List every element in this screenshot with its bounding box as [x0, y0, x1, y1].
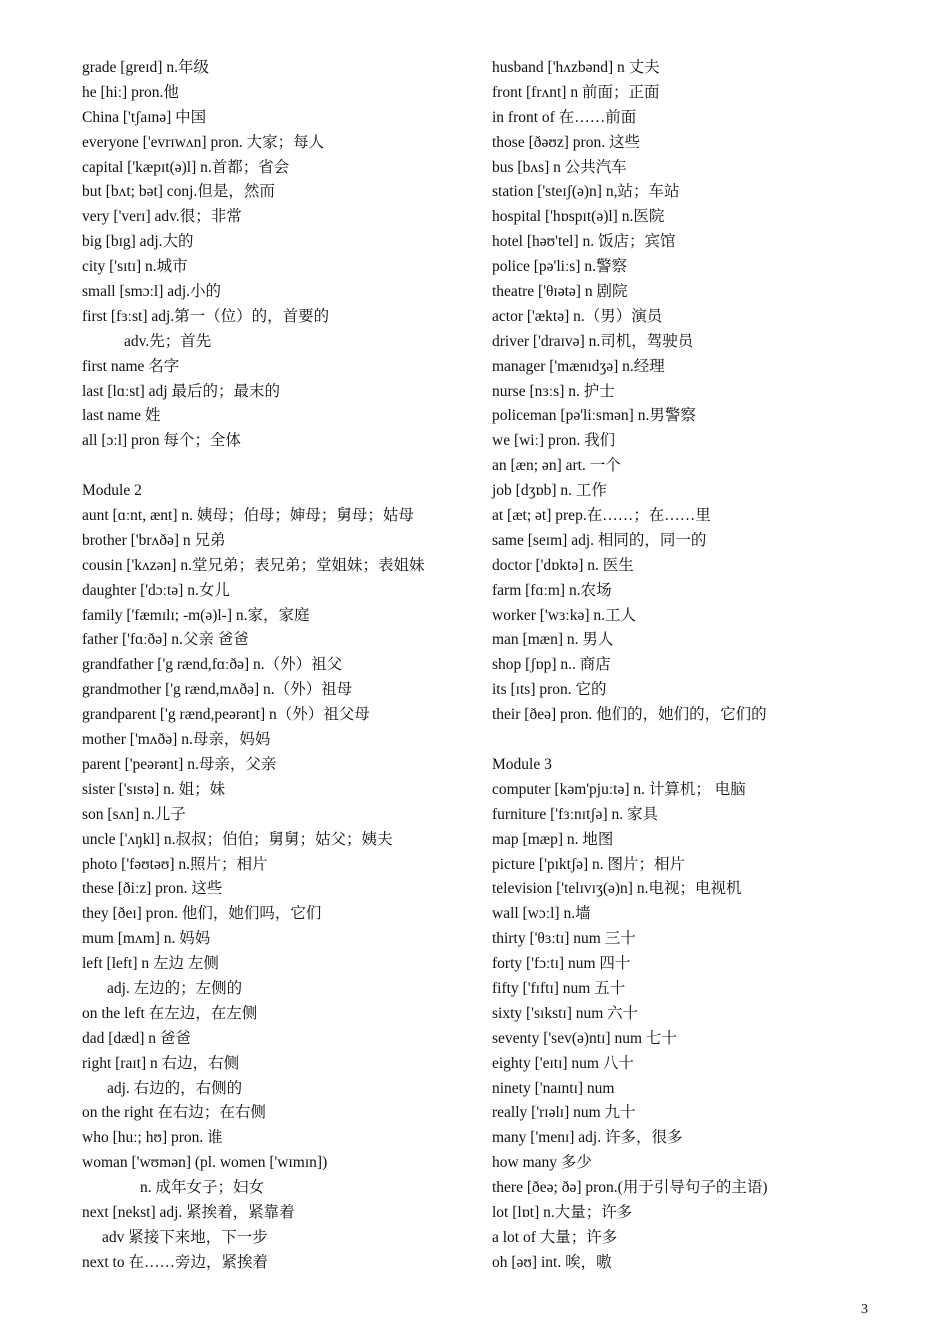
entry-station: station ['steɪʃ(ə)n] n,站；车站: [492, 183, 680, 201]
entry-china: China ['tʃaɪnə] 中国: [82, 108, 207, 126]
entry-who: who [huː; hʊ] pron. 谁: [82, 1129, 223, 1147]
entry-small: small [smɔːl] adj.小的: [82, 283, 222, 301]
entry-hospital: hospital ['hɒspɪt(ə)l] n.医院: [492, 208, 665, 226]
entry-actor: actor ['æktə] n.（男）演员: [492, 307, 663, 325]
entry-but: but [bʌt; bət] conj.但是，然而: [82, 183, 275, 201]
entry-everyone: everyone ['evrɪwʌn] pron. 大家；每人: [82, 133, 325, 151]
entry-daughter: daughter ['dɔːtə] n.女儿: [82, 581, 230, 599]
entry-they: they [ðeɪ] pron. 他们，她们吗，它们: [82, 905, 322, 923]
entry-map: map [mæp] n. 地图: [492, 830, 614, 848]
entry-last: last [lɑːst] adj 最后的；最末的: [82, 382, 280, 400]
entry-photo: photo ['fəʊtəʊ] n.照片；相片: [82, 855, 268, 873]
entry-their: their [ðeə] pron. 他们的，她们的，它们的: [492, 706, 767, 724]
entry-a-lot-of: a lot of 大量；许多: [492, 1228, 618, 1246]
entry-hotel: hotel [həʊ'tel] n. 饭店；宾馆: [492, 233, 676, 251]
entry-computer: computer [kəm'pjuːtə] n. 计算机； 电脑: [492, 780, 746, 798]
entry-woman-meaning: n. 成年女子；妇女: [140, 1179, 265, 1197]
entry-many: many ['menɪ] adj. 许多，很多: [492, 1129, 683, 1147]
entry-next: next [nekst] adj. 紧挨着，紧靠着: [82, 1203, 295, 1221]
entry-lot: lot [lɒt] n.大量；许多: [492, 1203, 633, 1221]
entry-next-adv: adv 紧接下来地，下一步: [102, 1228, 268, 1246]
module-heading: Module 3: [492, 755, 552, 773]
entry-cousin: cousin ['kʌzən] n.堂兄弟；表兄弟；堂姐妹；表姐妹: [82, 556, 425, 574]
entry-bus: bus [bʌs] n 公共汽车: [492, 158, 627, 176]
entry-picture: picture ['pɪktʃə] n. 图片；相片: [492, 855, 686, 873]
entry-big: big [bɪg] adj.大的: [82, 233, 194, 251]
entry-an: an [æn; ən] art. 一个: [492, 457, 621, 475]
entry-forty: forty ['fɔːtɪ] num 四十: [492, 955, 631, 973]
entry-television: television ['telɪvɪʒ(ə)n] n.电视；电视机: [492, 880, 742, 898]
entry-capital: capital ['kæpɪt(ə)l] n.首都；省会: [82, 158, 290, 176]
entry-worker: worker ['wɜːkə] n.工人: [492, 606, 637, 624]
entry-sister: sister ['sɪstə] n. 姐；妹: [82, 780, 226, 798]
entry-very: very ['verɪ] adv.很；非常: [82, 208, 242, 226]
entry-at: at [æt; ət] prep.在……；在……里: [492, 507, 711, 525]
entry-husband: husband ['hʌzbənd] n 丈夫: [492, 59, 660, 76]
entry-there: there [ðeə; ðə] pron.(用于引导句子的主语): [492, 1179, 768, 1197]
entry-we: we [wiː] pron. 我们: [492, 432, 616, 450]
entry-right-adj: adj. 右边的，右侧的: [107, 1079, 243, 1097]
entry-its: its [ɪts] pron. 它的: [492, 681, 607, 699]
entry-left-adj: adj. 左边的；左侧的: [107, 979, 243, 997]
entry-on-the-right: on the right 在右边；在右侧: [82, 1104, 266, 1122]
right-vocabulary-column: [492, 56, 912, 1276]
entry-first-name: first name 名字: [82, 357, 180, 375]
entry-left: left [left] n 左边 左侧: [82, 955, 219, 973]
entry-farm: farm [fɑːm] n.农场: [492, 581, 612, 599]
entry-fifty: fifty ['fɪftɪ] num 五十: [492, 979, 626, 997]
entry-oh: oh [əʊ] int. 唉，嗷: [492, 1253, 612, 1271]
entry-right: right [raɪt] n 右边，右侧: [82, 1054, 240, 1072]
entry-grandfather: grandfather ['g rænd,fɑːðə] n.（外）祖父: [82, 656, 343, 674]
entry-grandparent: grandparent ['g rænd,peərənt] n（外）祖父母: [82, 706, 370, 724]
entry-dad: dad [dæd] n 爸爸: [82, 1029, 191, 1047]
entry-on-the-left: on the left 在左边，在左侧: [82, 1004, 258, 1022]
entry-doctor: doctor ['dɒktə] n. 医生: [492, 556, 634, 574]
entry-mum: mum [mʌm] n. 妈妈: [82, 930, 211, 948]
entry-woman: woman ['wʊmən] (pl. women ['wɪmɪn]): [82, 1154, 328, 1172]
entry-grandmother: grandmother ['g rænd,mʌðə] n.（外）祖母: [82, 681, 353, 699]
entry-man: man [mæn] n. 男人: [492, 631, 614, 649]
entry-first: first [fɜːst] adj.第一（位）的，首要的: [82, 307, 330, 325]
entry-furniture: furniture ['fɜːnɪtʃə] n. 家具: [492, 805, 658, 823]
entry-aunt: aunt [ɑːnt, ænt] n. 姨母；伯母；婶母；舅母；姑母: [82, 507, 414, 525]
entry-in-front-of: in front of 在……前面: [492, 108, 637, 126]
entry-first-adv: adv.先；首先: [124, 332, 212, 350]
entry-he: he [hiː] pron.他: [82, 83, 179, 101]
entry-brother: brother ['brʌðə] n 兄弟: [82, 531, 226, 549]
entry-next-to: next to 在……旁边，紧挨着: [82, 1253, 268, 1271]
entry-ninety: ninety ['naɪntɪ] num: [492, 1079, 615, 1097]
entry-sixty: sixty ['sɪkstɪ] num 六十: [492, 1004, 639, 1022]
entry-grade: grade [greɪd] n.年级: [82, 59, 209, 76]
left-vocabulary-column: [82, 56, 482, 1276]
entry-all: all [ɔːl] pron 每个；全体: [82, 432, 241, 450]
entry-job: job [dʒɒb] n. 工作: [492, 482, 607, 500]
entry-thirty: thirty ['θɜːtɪ] num 三十: [492, 930, 636, 948]
module-heading: Module 2: [82, 482, 142, 500]
entry-those: those [ðəʊz] pron. 这些: [492, 133, 640, 151]
entry-uncle: uncle ['ʌŋkl] n.叔叔；伯伯；舅舅；姑父；姨夫: [82, 830, 393, 848]
entry-really: really ['rɪəlɪ] num 九十: [492, 1104, 636, 1122]
entry-last-name: last name 姓: [82, 407, 161, 425]
page-number: 3: [861, 1302, 868, 1317]
entry-police: police [pə'liːs] n.警察: [492, 258, 627, 276]
entry-wall: wall [wɔːl] n.墙: [492, 905, 591, 923]
entry-these: these [ðiːz] pron. 这些: [82, 880, 223, 898]
entry-same: same [seɪm] adj. 相同的，同一的: [492, 531, 707, 549]
entry-parent: parent ['peərənt] n.母亲，父亲: [82, 755, 277, 773]
entry-driver: driver ['draɪvə] n.司机，驾驶员: [492, 332, 694, 350]
blank-line: [492, 728, 912, 753]
entry-son: son [sʌn] n.儿子: [82, 805, 186, 823]
entry-front: front [frʌnt] n 前面；正面: [492, 83, 660, 101]
entry-family: family ['fæmɪlɪ; -m(ə)l-] n.家，家庭: [82, 606, 310, 624]
entry-eighty: eighty ['eɪtɪ] num 八十: [492, 1054, 634, 1072]
entry-seventy: seventy ['sev(ə)ntɪ] num 七十: [492, 1029, 677, 1047]
blank-line: [82, 454, 482, 479]
entry-city: city ['sɪtɪ] n.城市: [82, 258, 188, 276]
entry-how-many: how many 多少: [492, 1154, 592, 1172]
entry-policeman: policeman [pə'liːsmən] n.男警察: [492, 407, 696, 425]
entry-shop: shop [ʃɒp] n.. 商店: [492, 656, 611, 674]
entry-manager: manager ['mænɪdʒə] n.经理: [492, 357, 665, 375]
entry-nurse: nurse [nɜːs] n. 护士: [492, 382, 615, 400]
entry-mother: mother ['mʌðə] n.母亲，妈妈: [82, 731, 271, 749]
entry-father: father ['fɑːðə] n.父亲 爸爸: [82, 631, 249, 649]
entry-theatre: theatre ['θɪətə] n 剧院: [492, 283, 628, 301]
